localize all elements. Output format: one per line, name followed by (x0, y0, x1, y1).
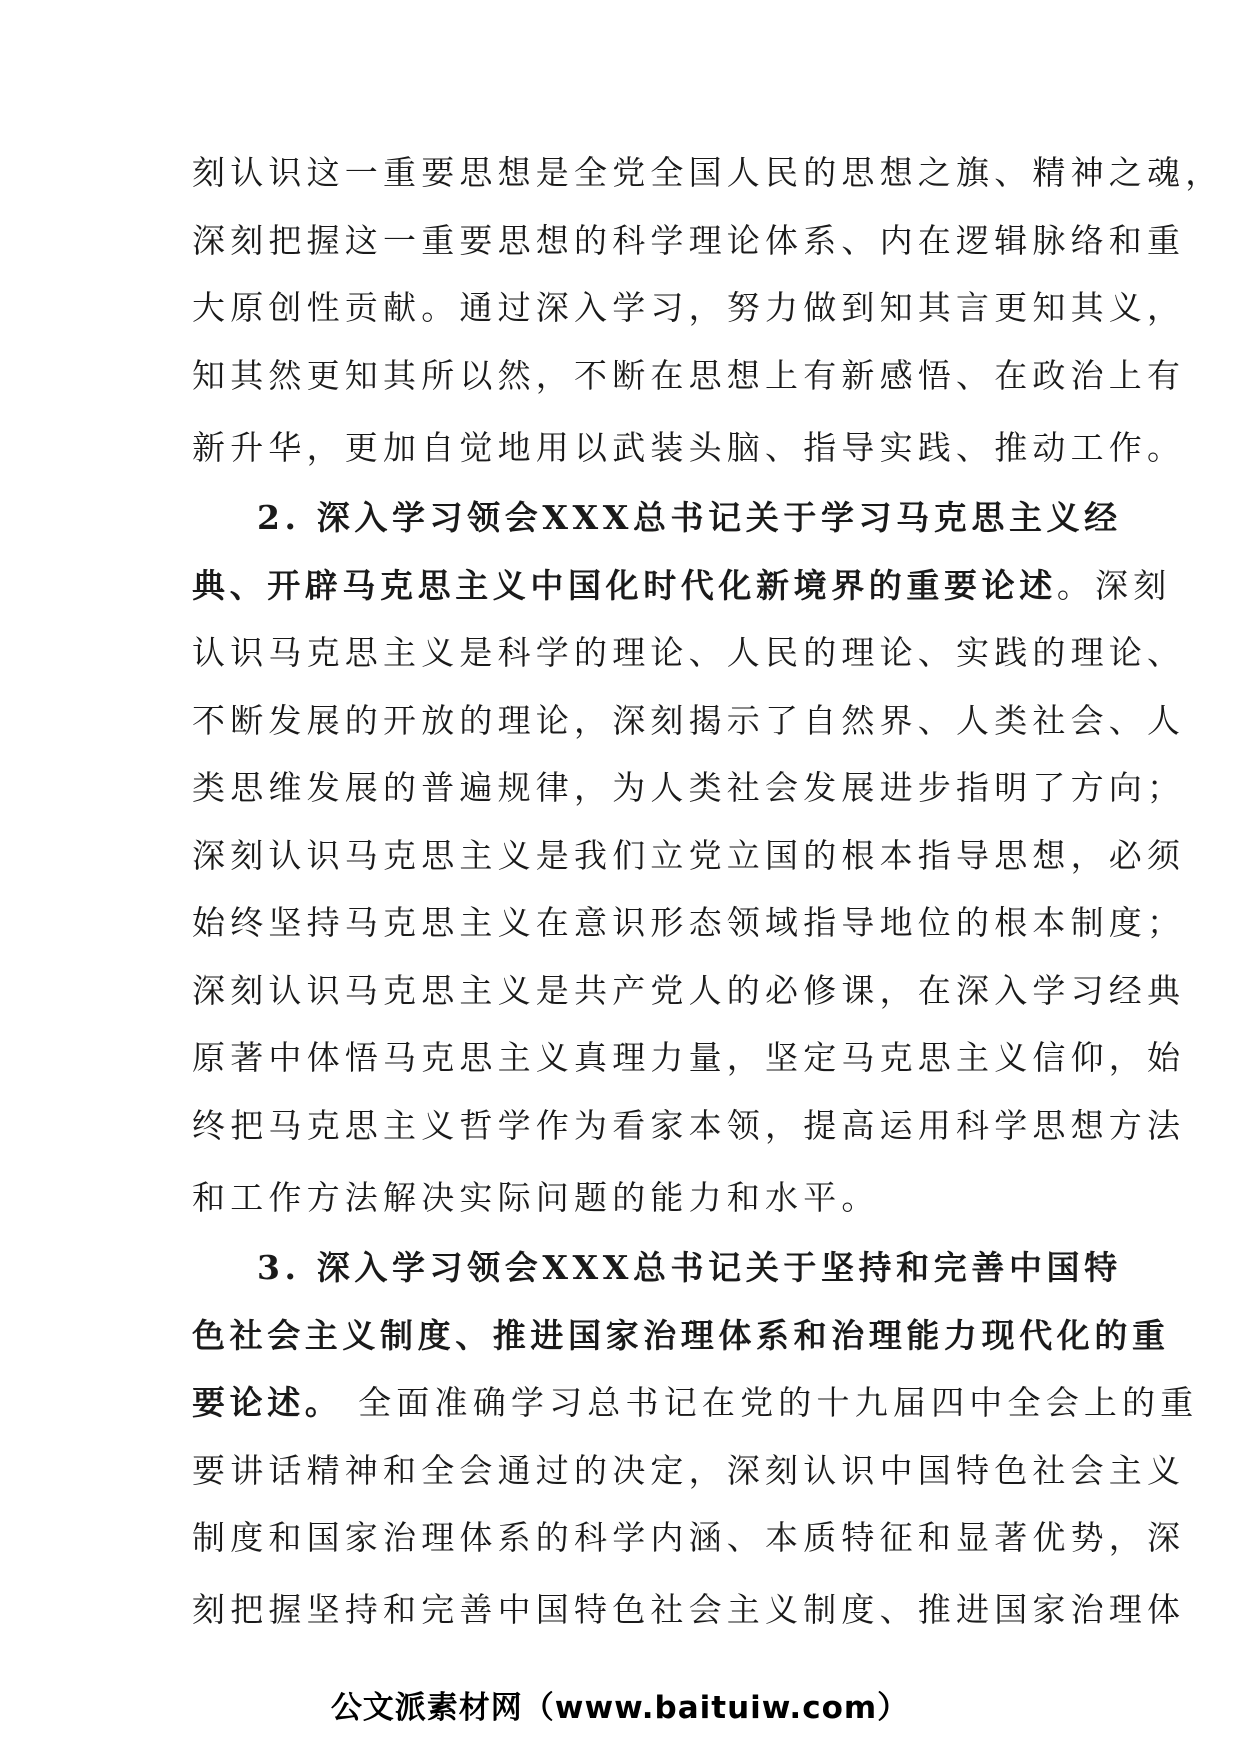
body-line-14: 原著中体悟马克思主义真理力量，坚定马克思主义信仰，始 (192, 1038, 1186, 1077)
section-3-heading-line-1 (257, 1238, 1122, 1298)
section-3-heading-end: 要论述。 (192, 1383, 343, 1422)
body-line-5: 新升华，更加自觉地用以武装头脑、指导实践、推动工作。 (192, 428, 1186, 467)
body-line-1: 刻认识这一重要思想是全党全国人民的思想之旗、精神之魂， (192, 153, 1224, 192)
body-line-2: 深刻把握这一重要思想的科学理论体系、内在逻辑脉络和重 (192, 221, 1186, 260)
body-line-16: 和工作方法解决实际问题的能力和水平。 (192, 1178, 880, 1217)
section-3-heading-line-2 (192, 1306, 1170, 1366)
body-line-12: 始终坚持马克思主义在意识形态领域指导地位的根本制度； (192, 903, 1186, 942)
body-line-10: 类思维发展的普遍规律，为人类社会发展进步指明了方向； (192, 768, 1186, 807)
section-2-heading: 2. 深入学习领会XXX总书记关于学习马克思主义经 (257, 498, 1122, 537)
section-3-heading: 3. 深入学习领会XXX总书记关于坚持和完善中国特 (257, 1248, 1122, 1287)
body-line-3: 大原创性贡献。通过深入学习，努力做到知其言更知其义， (192, 288, 1186, 327)
body-line-11: 深刻认识马克思主义是我们立党立国的根本指导思想，必须 (192, 836, 1186, 875)
body-line-22: 刻把握坚持和完善中国特色社会主义制度、推进国家治理体 (192, 1590, 1186, 1629)
section-2-heading-cont: 典、开辟马克思主义中国化时代化新境界的重要论述 (192, 566, 1057, 605)
body-line-20: 要讲话精神和全会通过的决定，深刻认识中国特色社会主义 (192, 1451, 1186, 1490)
section-3-heading-line-3: 要论述。 全面准确学习总书记在党的十九届四中全会上的重 (192, 1383, 1199, 1422)
body-line-21: 制度和国家治理体系的科学内涵、本质特征和显著优势，深 (192, 1518, 1186, 1557)
body-line-9: 不断发展的开放的理论，深刻揭示了自然界、人类社会、人 (192, 701, 1186, 740)
section-3-heading-cont: 色社会主义制度、推进国家治理体系和治理能力现代化的重 (192, 1316, 1170, 1355)
section-2-heading-line-1 (257, 488, 1122, 548)
body-line-8: 认识马克思主义是科学的理论、人民的理论、实践的理论、 (192, 633, 1186, 672)
footer-watermark: 公文派素材网（www.baituiw.com） (330, 1690, 910, 1726)
body-line-4: 知其然更知其所以然，不断在思想上有新感悟、在政治上有 (192, 356, 1186, 395)
body-line-13: 深刻认识马克思主义是共产党人的必修课，在深入学习经典 (192, 971, 1186, 1010)
section-2-heading-line-2: 典、开辟马克思主义中国化时代化新境界的重要论述。深刻 (192, 566, 1172, 605)
body-line-15: 终把马克思主义哲学作为看家本领，提高运用科学思想方法 (192, 1106, 1186, 1145)
